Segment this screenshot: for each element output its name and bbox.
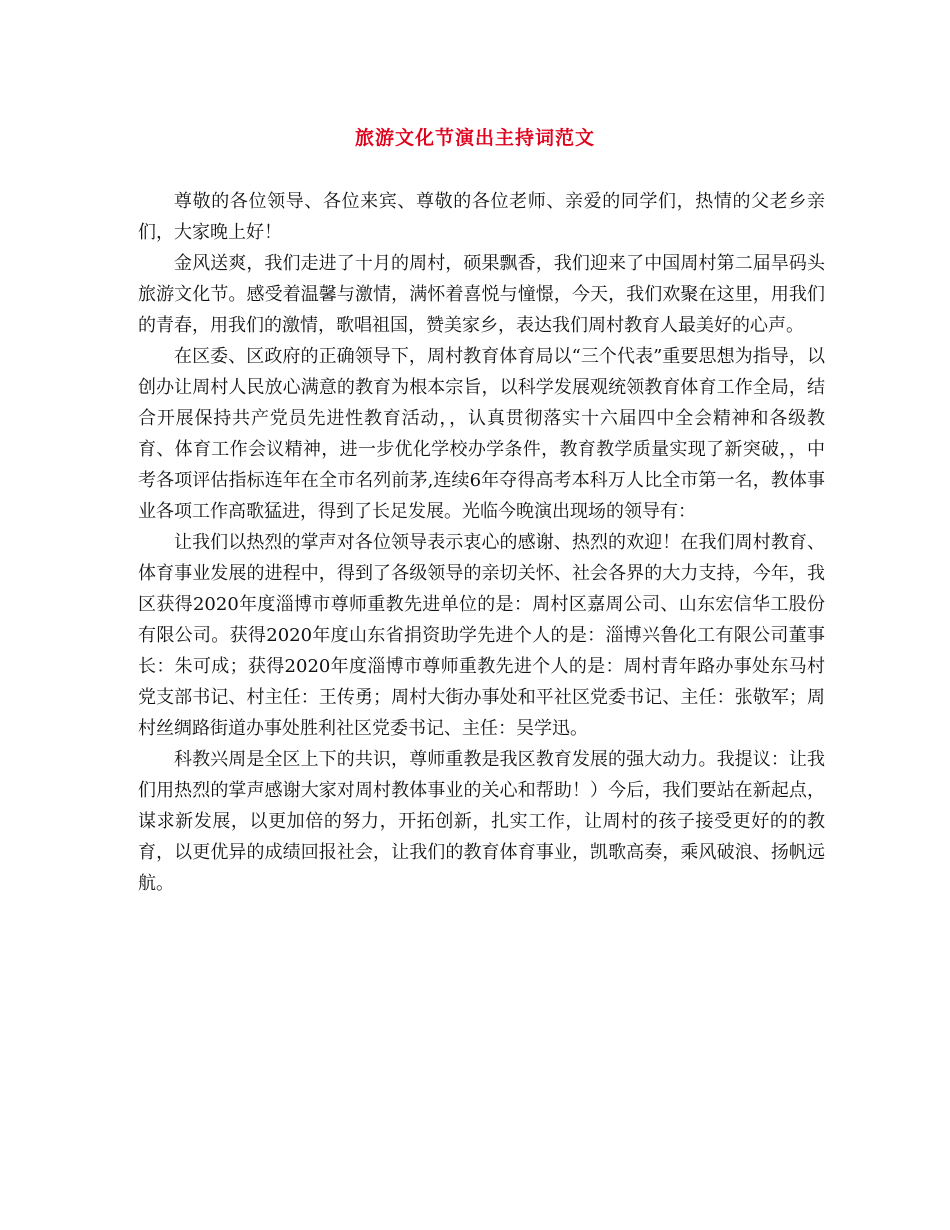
paragraph-awards: 让我们以热烈的掌声对各位领导表示衷心的感谢、热烈的欢迎！在我们周村教育、体育事业发展的进程中，得到了各级领导的亲切关怀、社会各界的大力支持，今年，我区获得2020年度淄博市尊师重教先进单位的是：周村区嘉周公司、山东宏信华工股份有限公司。获得2020年度山东省捐资助学先进个人的是：淄博兴鲁化工有限公司董事长：朱可成；获得2020年度淄博市尊师重教先进个人的是：周村青年路办事处东马村党支部书记、村主任：王传勇；周村大街办事处和平社区党委书记、主任：张敬军；周村丝绸路街道办事处胜利社区党委书记、主任：吴学迅。 (138, 532, 825, 739)
document-title: 旅游文化节演出主持词范文 (354, 127, 595, 149)
paragraph-closing: 科教兴周是全区上下的共识，尊师重教是我区教育发展的强大动力。我提议：让我们用热烈的掌声感谢大家对周村教体事业的关心和帮助！）今后，我们要站在新起点，谋求新发展，以更加倍的努力，开拓创新，扎实工作，让周村的孩子接受更好的的教育，以更优异的成绩回报社会，让我们的教育体育事业，凯歌高奏，乘风破浪、扬帆远航。 (138, 749, 825, 894)
paragraph-opening: 金风送爽，我们走进了十月的周村，硕果飘香，我们迎来了中国周村第二届旱码头旅游文化节。感受着温馨与激情，满怀着喜悦与憧憬，今天，我们欢聚在这里，用我们的青春，用我们的激情，歌唱祖国，赞美家乡，表达我们周村教育人最美好的心声。 (138, 253, 825, 336)
document-body (138, 186, 825, 899)
paragraph-achievements: 在区委、区政府的正确领导下，周村教育体育局以“三个代表”重要思想为指导，以创办让周村人民放心满意的教育为根本宗旨，以科学发展观统领教育体育工作全局，结合开展保持共产党员先进性教育活动，，认真贯彻落实十六届四中全会精神和各级教育、体育工作会议精神，进一步优化学校办学条件，教育教学质量实现了新突破，，中考各项评估指标连年在全市名列前茅,连续6年夺得高考本科万人比全市第一名，教体事业各项工作高歌猛进，得到了长足发展。光临今晚演出现场的领导有： (138, 346, 825, 522)
paragraph-greeting: 尊敬的各位领导、各位来宾、尊敬的各位老师、亲爱的同学们，热情的父老乡亲们，大家晚上好！ (138, 191, 825, 243)
